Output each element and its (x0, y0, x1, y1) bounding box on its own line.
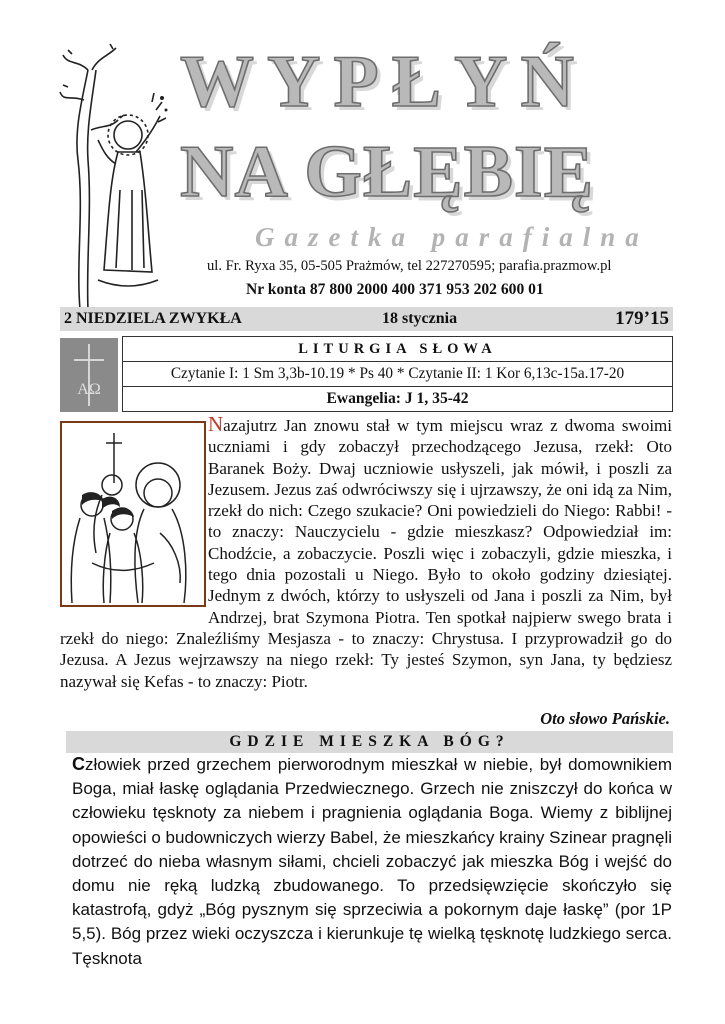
gospel-closing: Oto słowo Pańskie. (540, 709, 670, 728)
saint-with-tree-icon (58, 40, 168, 320)
bank-account: Nr konta 87 800 2000 400 371 953 202 600 01 (246, 281, 544, 298)
alpha-omega-cross-icon (60, 338, 118, 412)
parish-address: ul. Fr. Ryxa 35, 05-505 Prażmów, tel 227270595; parafia.prazmow.pl (207, 258, 612, 274)
issue-bar (60, 307, 673, 331)
gospel-reference: Ewangelia: J 1, 35-42 (122, 387, 673, 412)
gospel-body: azajutrz Jan znowu stał w tym miejscu wraz z dwoma swoimi uczniami i gdy zobaczył przechodzącego Jezusa, rzekł: Oto Baranek Boży. Dwaj uczniowie usłyszeli, jak mówił, i poszli za Jezusem. Jezus zaś odwróciwszy się i ujrzawszy, że oni idą za Nim, rzekł do nich: Czego szukacie? Oni powiedzieli do Niego: Rabbi! - to znaczy: Nauczycielu - gdzie mieszkasz? Odpowiedział im: Chodźcie, a zobaczycie. Poszli więc i zobaczyli, gdzie mieszka, i tego dnia pozostali u Niego. Było to około godziny dziesiątej. Jednym z dwóch, którzy to usłyszeli od Jana i poszli za Nim, był Andrzej, brat Szymona Piotra. Ten spotkał najpierw swego brata i rzekł do niego: Znaleźliśmy Mesjasza - to znaczy: Chrystusa. I przyprowadził go do Jezusa. A Jezus wejrzawszy na niego rzekł: Ty jesteś Szymon, syn Jana, ty będziesz nazywał się Kefas - to znaczy: Piotr. (60, 416, 672, 691)
issue-number: 179’15 (615, 308, 669, 329)
liturgical-sunday: 2 NIEDZIELA ZWYKŁA (64, 310, 242, 327)
liturgy-title: LITURGIA SŁOWA (122, 336, 673, 362)
liturgy-box (60, 336, 673, 414)
article-body (72, 752, 672, 971)
gospel-dropcap: N (208, 412, 224, 436)
masthead-title-line1: WYPŁYŃ (180, 41, 587, 123)
jesus-with-disciples-icon (60, 421, 206, 607)
liturgy-readings: Czytanie I: 1 Sm 3,3b-10.19 * Ps 40 * Czytanie II: 1 Kor 6,13c-15a.17-20 (122, 362, 673, 387)
issue-date: 18 stycznia (382, 310, 458, 327)
masthead-subtitle: Gazetka parafialna (255, 222, 649, 252)
article-dropcap: C (72, 754, 85, 774)
article-text: złowiek przed grzechem pierworodnym mieszkał w niebie, był domownikiem Boga, miał łaskę oglądania Przedwiecznego. Grzech nie zniszczył do końca w człowieku tęsknoty za niebem i pragnienia oglądania Boga. Wiemy z biblijnej opowieści o budowniczych wierzy Babel, że mieszkańcy krainy Szinear pragnęli dotrzeć do nieba własnym siłami, chcieli zobaczyć jak mieszka Bóg i wejść do domu nie ręką ludzką zbudowanego. To przedsięwzięcie skończyło się katastrofą, gdyż „Bóg pysznym się sprzeciwia a pokornym daje łaskę” (por 1P 5,5). Bóg przez wieki oczyszcza i kierunkuje tę wielką tęsknotę ludzkiego serca. Tęsknota (72, 755, 672, 968)
masthead-title-line2: NA GŁĘBIĘ (180, 131, 595, 213)
article-title: GDZIE MIESZKA BÓG? (66, 731, 673, 753)
alpha-omega-symbol: AΩ (77, 381, 101, 398)
